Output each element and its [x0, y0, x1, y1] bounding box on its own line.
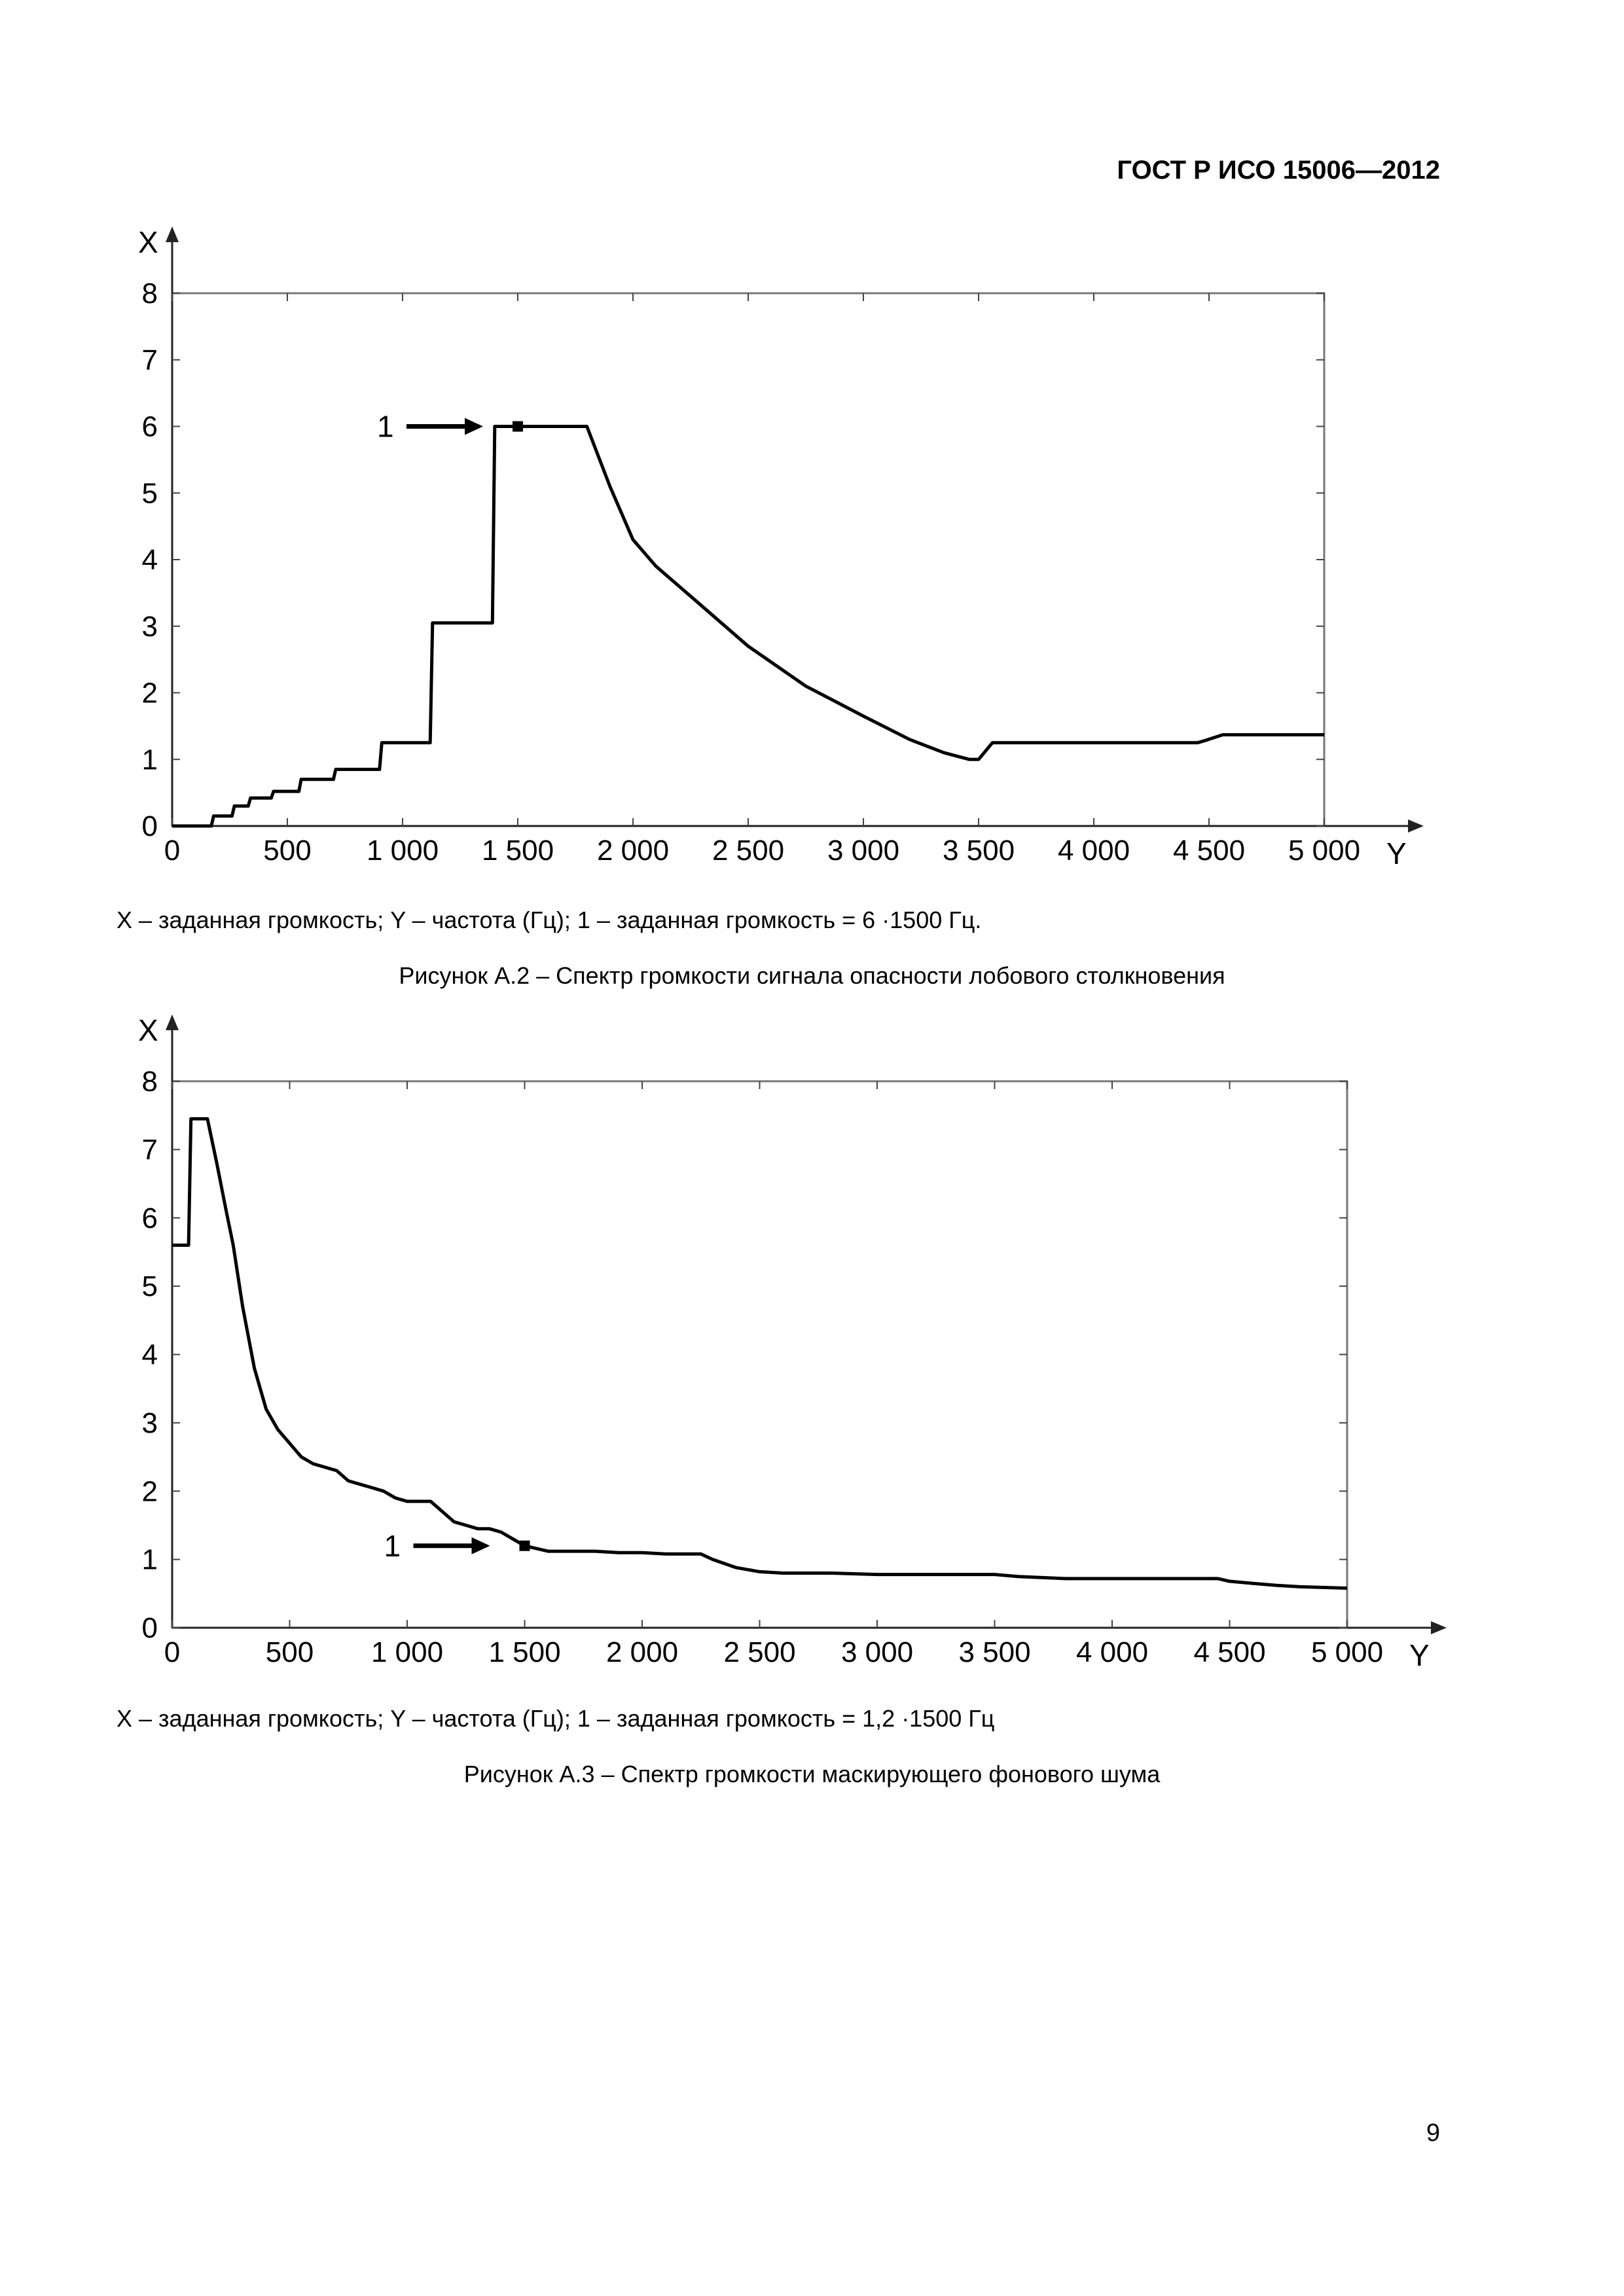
- x-axis-arrowhead: [1408, 819, 1424, 833]
- y-tick-label: 7: [141, 344, 158, 376]
- y-tick-label: 4: [141, 1338, 158, 1371]
- y-tick-label: 6: [141, 410, 158, 443]
- x-tick-label: 2 000: [605, 1636, 679, 1668]
- plot-frame: [172, 1081, 1347, 1628]
- x-axis-arrowhead: [1431, 1621, 1447, 1634]
- x-tick-label: 500: [263, 834, 312, 867]
- annotation-label: 1: [384, 1528, 401, 1563]
- y-tick-label: 6: [141, 1202, 158, 1234]
- chart-loudness-collision-warning: [0, 209, 1624, 903]
- y-tick-label: 2: [141, 677, 158, 709]
- x-tick-label: 3 500: [942, 834, 1015, 867]
- y-tick-label: 7: [141, 1134, 158, 1166]
- chart-2-svg: [0, 995, 1624, 1695]
- figure-2-caption: Рисунок А.3 – Спектр громкости маскирующего фонового шума: [463, 1761, 1161, 1787]
- annotation-marker: [513, 422, 523, 432]
- figure-2-legend: X – заданная громкость; Y – частота (Гц); 1 – заданная громкость = 1,2 ·1500 Гц: [117, 1705, 995, 1732]
- page-number: 9: [1426, 2119, 1440, 2147]
- x-tick-label: 4 500: [1172, 834, 1246, 867]
- figure-1-caption: Рисунок А.2 – Спектр громкости сигнала опасности лобового столкновения: [399, 962, 1225, 989]
- annotation-label: 1: [377, 409, 394, 444]
- y-tick-label: 3: [141, 610, 158, 643]
- y-tick-label: 4: [141, 544, 158, 576]
- x-tick-label: 4 000: [1075, 1636, 1149, 1668]
- y-tick-label: 8: [141, 1066, 158, 1098]
- annotation-marker: [520, 1541, 530, 1551]
- y-axis-label: X: [138, 1013, 158, 1047]
- y-axis-arrowhead: [166, 226, 179, 242]
- y-tick-label: 2: [141, 1475, 158, 1508]
- series-line: [172, 1119, 1347, 1588]
- x-tick-label: 5 000: [1288, 834, 1361, 867]
- y-tick-label: 5: [141, 1270, 158, 1303]
- y-tick-label: 0: [141, 1612, 158, 1644]
- x-axis-label: Y: [1386, 836, 1407, 870]
- document-standard-header: ГОСТ Р ИСО 15006—2012: [1117, 156, 1440, 185]
- x-tick-label: 3 500: [958, 1636, 1031, 1668]
- x-tick-label: 2 000: [596, 834, 670, 867]
- x-tick-label: 500: [265, 1636, 314, 1668]
- x-tick-label: 1 000: [366, 834, 439, 867]
- y-tick-label: 1: [141, 1543, 158, 1576]
- y-tick-label: 1: [141, 744, 158, 776]
- plot-frame: [172, 293, 1324, 826]
- x-tick-label: 3 000: [827, 834, 900, 867]
- y-tick-label: 8: [141, 278, 158, 310]
- x-tick-label: 4 000: [1057, 834, 1130, 867]
- x-tick-label: 2 500: [712, 834, 785, 867]
- y-axis-label: X: [138, 225, 158, 259]
- x-tick-label: 0: [164, 1636, 181, 1668]
- x-tick-label: 1 500: [481, 834, 554, 867]
- x-tick-label: 2 500: [723, 1636, 796, 1668]
- y-tick-label: 0: [141, 810, 158, 842]
- y-tick-label: 3: [141, 1407, 158, 1439]
- y-tick-label: 5: [141, 477, 158, 510]
- annotation-arrow-head: [472, 1537, 490, 1554]
- x-tick-label: 1 500: [488, 1636, 561, 1668]
- figure-1-legend: X – заданная громкость; Y – частота (Гц); 1 – заданная громкость = 6 ·1500 Гц.: [117, 906, 982, 933]
- x-tick-label: 4 500: [1193, 1636, 1266, 1668]
- x-tick-label: 3 000: [840, 1636, 914, 1668]
- x-axis-label: Y: [1409, 1638, 1430, 1672]
- chart-1-svg: [0, 209, 1624, 903]
- chart-loudness-masking-noise: [0, 995, 1624, 1695]
- series-line: [172, 427, 1324, 827]
- annotation-arrow-head: [465, 418, 483, 435]
- x-tick-label: 1 000: [370, 1636, 444, 1668]
- x-tick-label: 5 000: [1310, 1636, 1384, 1668]
- y-axis-arrowhead: [166, 1014, 179, 1030]
- x-tick-label: 0: [164, 834, 181, 867]
